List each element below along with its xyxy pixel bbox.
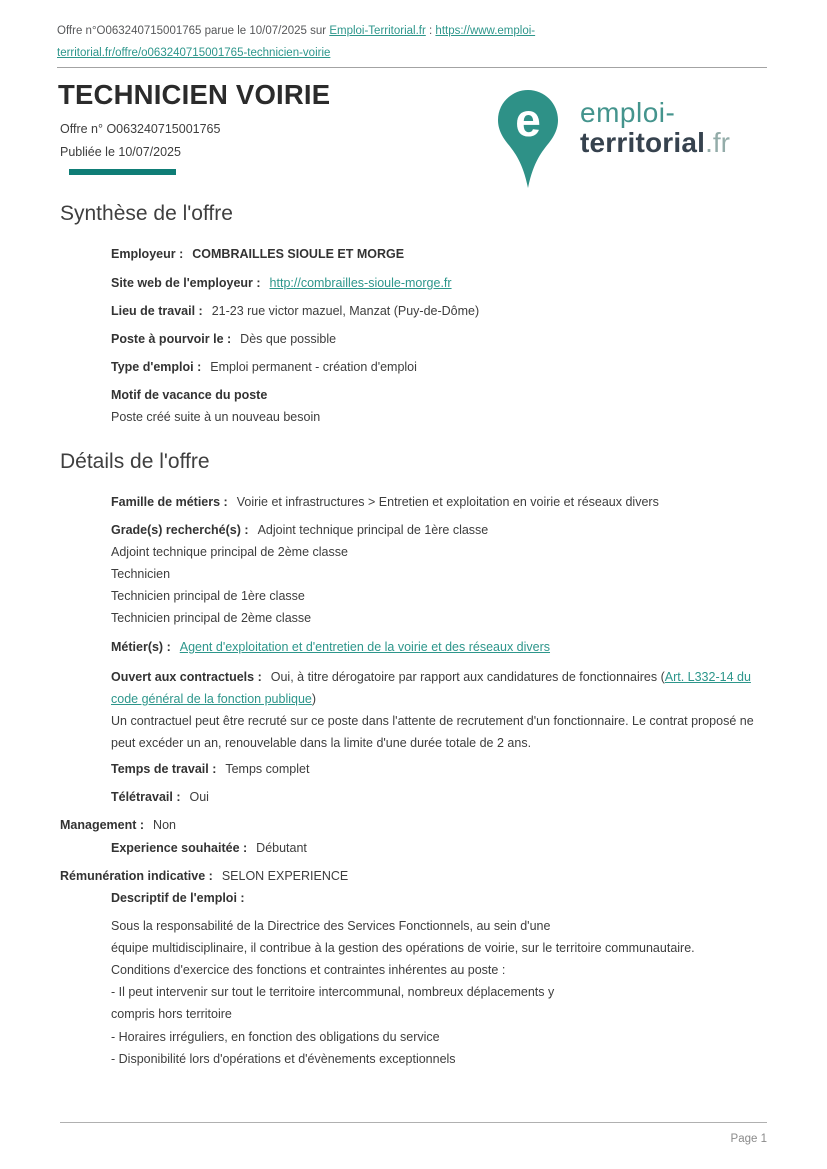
- field-poste-a-pourvoir: [111, 331, 336, 348]
- field-label: Descriptif de l'emploi :: [111, 891, 245, 905]
- field-value: 21-23 rue victor mazuel, Manzat (Puy-de-Dôme): [211, 304, 480, 318]
- field-label: Employeur :: [111, 247, 184, 261]
- header-site-link[interactable]: Emploi-Territorial.fr: [329, 25, 426, 37]
- field-value: Oui: [189, 790, 209, 804]
- field-value: Voirie et infrastructures > Entretien et exploitation en voirie et réseaux divers: [236, 495, 659, 509]
- field-type-emploi: [111, 359, 417, 376]
- descriptif-line: Conditions d'exercice des fonctions et contraintes inhérentes au poste :: [111, 963, 506, 977]
- field-motif-vacance: [111, 387, 276, 404]
- grade-item: Adjoint technique principal de 2ème classe: [111, 545, 348, 559]
- employer-website-link[interactable]: http://combrailles-sioule-morge.fr: [269, 276, 452, 290]
- field-metiers: [111, 639, 550, 656]
- contractuels-note: Un contractuel peut être recruté sur ce poste dans l'attente de recrutement d'un fonctionnaire. Le contrat proposé ne peut excéder un an, renouvelable dans la limite d'une durée totale de 2 ans.: [111, 714, 754, 750]
- header-divider: [57, 67, 767, 68]
- descriptif-line: équipe multidisciplinaire, il contribue à la gestion des opérations de voirie, sur le territoire communautaire.: [111, 941, 695, 955]
- section-heading-synthese: Synthèse de l'offre: [60, 202, 233, 225]
- grade-item: Technicien: [111, 567, 171, 581]
- field-label: Lieu de travail :: [111, 304, 203, 318]
- art-l332-link[interactable]: Art. L332-14 du code général de la fonction publique: [111, 670, 751, 706]
- field-label: Famille de métiers :: [111, 495, 228, 509]
- publish-date: Publiée le 10/07/2025: [60, 145, 181, 159]
- vacancy-reason-text: Poste créé suite à un nouveau besoin: [111, 410, 321, 424]
- field-value: Dès que possible: [240, 332, 337, 346]
- brand-word-territorial: territorial: [580, 127, 706, 158]
- field-value: Emploi permanent - création d'emploi: [210, 360, 417, 374]
- field-label: Poste à pourvoir le :: [111, 332, 232, 346]
- field-management: [60, 817, 176, 834]
- field-label: Grade(s) recherché(s) :: [111, 523, 249, 537]
- header-separator: :: [429, 25, 433, 37]
- field-label: Ouvert aux contractuels :: [111, 670, 262, 684]
- field-value: Non: [153, 818, 176, 832]
- field-label: Télétravail :: [111, 790, 181, 804]
- field-descriptif: [111, 890, 254, 907]
- field-label: Métier(s) :: [111, 640, 171, 654]
- section-heading-details: Détails de l'offre: [60, 450, 210, 473]
- field-label: Type d'emploi :: [111, 360, 202, 374]
- brand-word-emploi: emploi-: [580, 97, 676, 128]
- descriptif-line: - Horaires irréguliers, en fonction des obligations du service: [111, 1030, 440, 1044]
- title-accent-bar: [69, 169, 176, 175]
- field-experience: [111, 840, 307, 857]
- contractuels-text-end: ): [311, 692, 317, 706]
- field-site-web: [111, 275, 452, 292]
- field-label: Site web de l'employeur :: [111, 276, 261, 290]
- field-employeur: [111, 246, 404, 263]
- descriptif-line: compris hors territoire: [111, 1007, 232, 1021]
- field-label: Rémunération indicative :: [60, 869, 213, 883]
- header-offer-url-link[interactable]: https://www.emploi-territorial.fr/offre/o063240715001765-technicien-voirie: [57, 25, 536, 59]
- field-contractuels: [111, 666, 763, 710]
- field-value: Temps complet: [225, 762, 310, 776]
- field-famille-metiers: [111, 494, 659, 511]
- header-pre-text: Offre n°O063240715001765 parue le 10/07/2025 sur: [57, 25, 327, 37]
- field-label: Temps de travail :: [111, 762, 217, 776]
- descriptif-line: Sous la responsabilité de la Directrice des Services Fonctionnels, au sein d'une: [111, 919, 551, 933]
- field-value: COMBRAILLES SIOULE ET MORGE: [192, 247, 405, 261]
- footer-divider: [60, 1122, 767, 1123]
- contractuels-text: Oui, à titre dérogatoire par rapport aux candidatures de fonctionnaires (: [270, 670, 665, 684]
- field-temps-travail: [111, 761, 309, 778]
- descriptif-line: - Il peut intervenir sur tout le territoire intercommunal, nombreux déplacements y: [111, 985, 555, 999]
- field-remuneration: [60, 868, 348, 885]
- field-lieu-travail: [111, 303, 479, 320]
- field-value: Débutant: [256, 841, 307, 855]
- field-value: Adjoint technique principal de 1ère classe: [257, 523, 489, 537]
- brand-wordmark: [580, 98, 730, 158]
- field-label: Experience souhaitée :: [111, 841, 248, 855]
- offer-number: Offre n° O063240715001765: [60, 122, 221, 136]
- document-header: [57, 20, 579, 64]
- grade-item: Technicien principal de 2ème classe: [111, 611, 312, 625]
- field-label: Management :: [60, 818, 145, 832]
- field-label: Motif de vacance du poste: [111, 388, 268, 402]
- brand-word-fr: .fr: [705, 127, 731, 158]
- pin-letter: e: [515, 94, 541, 146]
- brand-logo: [497, 90, 765, 190]
- page-number: Page 1: [730, 1133, 767, 1145]
- field-value: SELON EXPERIENCE: [221, 869, 349, 883]
- grade-item: Technicien principal de 1ère classe: [111, 589, 305, 603]
- field-grades: [111, 522, 488, 539]
- field-teletravail: [111, 789, 209, 806]
- descriptif-line: - Disponibilité lors d'opérations et d'évènements exceptionnels: [111, 1052, 456, 1066]
- page-title: TECHNICIEN VOIRIE: [58, 79, 331, 110]
- metier-link[interactable]: Agent d'exploitation et d'entretien de la voirie et des réseaux divers: [179, 640, 551, 654]
